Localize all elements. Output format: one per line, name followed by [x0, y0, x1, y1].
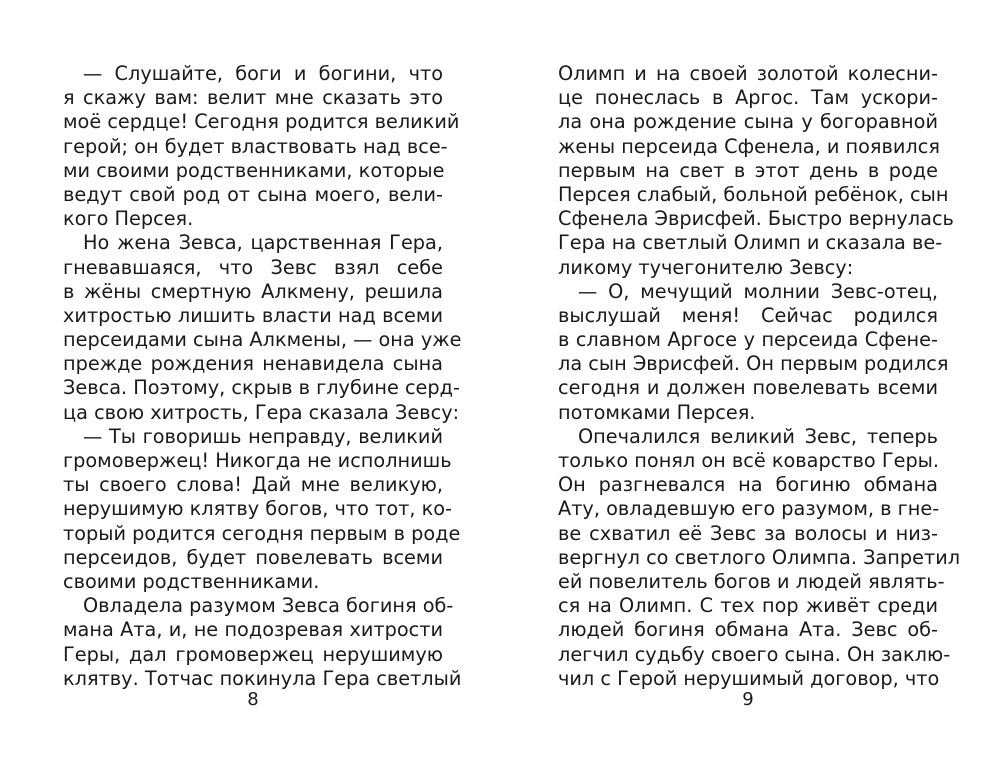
text-line: людей богиня обмана Ата. Зевс об-: [558, 618, 938, 642]
left-page-text: [63, 62, 462, 691]
text-line: ла она рождение сына у богоравной: [558, 110, 938, 134]
text-line: сегодня и должен повелевать всеми: [558, 376, 938, 400]
text-line: вергнул со светлого Олимпа. Запретил: [558, 545, 961, 569]
text-line: хитростью лишить власти над всеми: [63, 303, 443, 327]
text-line: потомками Персея.: [558, 400, 756, 424]
text-line: в жёны смертную Алкмену, решила: [63, 279, 443, 303]
text-line: — Слушайте, боги и богини, что: [83, 62, 443, 85]
text-line: це понеслась в Аргос. Там ускори-: [558, 86, 938, 110]
text-line: кого Персея.: [63, 207, 194, 231]
text-line: моё сердце! Сегодня родится великий: [63, 110, 460, 134]
text-line: жены персеида Сфенела, и появился: [558, 134, 940, 158]
text-line: только понял он всё коварство Геры.: [558, 449, 940, 472]
text-line: Ату, овладевшую его разумом, в гне-: [558, 497, 940, 521]
text-line: Он разгневался на богиню обмана: [558, 473, 938, 497]
text-line: выслушай меня! Сейчас родился: [558, 303, 938, 327]
text-line: ла сын Эврисфей. Он первым родился: [558, 352, 949, 376]
text-line: — О, мечущий молнии Зевс-отец,: [578, 279, 938, 303]
text-line: чил с Герой нерушимый договор, что: [558, 666, 940, 690]
text-line: — Ты говоришь неправду, великий: [83, 424, 443, 448]
right-page: [558, 62, 961, 722]
text-line: герой; он будет властвовать над все-: [63, 134, 448, 158]
text-line: Персея слабый, больной ребёнок, сын: [558, 182, 949, 206]
text-line: я скажу вам: велит мне сказать это: [63, 86, 443, 110]
text-line: ми своими родственниками, которые: [63, 158, 445, 182]
text-line: Зевса. Поэтому, скрыв в глубине серд-: [63, 376, 460, 400]
text-line: Гера на светлый Олимп и сказала ве-: [558, 231, 943, 255]
text-line: персеидами сына Алкмены, — она уже: [63, 328, 462, 352]
text-line: гневавшаяся, что Зевс взял себе: [63, 255, 443, 279]
right-page-text: [558, 62, 961, 691]
text-line: первым на свет в этот день в роде: [558, 158, 938, 182]
text-line: ей повелитель богов и людей являть-: [558, 569, 945, 593]
text-line: Овладела разумом Зевса богиня об-: [83, 594, 454, 618]
text-line: в славном Аргосе у персеида Сфене-: [558, 328, 938, 352]
text-line: ты своего слова! Дай мне великую,: [63, 473, 443, 497]
text-line: клятву. Тотчас покинула Гера светлый: [63, 666, 462, 690]
text-line: Опечалился великий Зевс, теперь: [578, 424, 938, 448]
text-line: ликому тучегонителю Зевсу:: [558, 255, 854, 279]
text-line: нерушимую клятву богов, что тот, ко-: [63, 497, 453, 521]
text-line: Сфенела Эврисфей. Быстро вернулась: [558, 207, 954, 231]
left-page: [63, 62, 462, 722]
text-line: ца свою хитрость, Гера сказала Зевсу:: [63, 400, 460, 424]
page-number: 9: [742, 689, 754, 710]
text-line: легчил судьбу своего сына. Он заклю-: [558, 642, 951, 666]
text-line: ве схватил её Зевс за волосы и низ-: [558, 521, 938, 545]
text-line: торый родится сегодня первым в роде: [63, 521, 461, 545]
text-line: персеидов, будет повелевать всеми: [63, 545, 443, 569]
text-line: Геры, дал громовержец нерушимую: [63, 642, 443, 666]
text-line: ся на Олимп. С тех пор живёт среди: [558, 594, 938, 618]
text-line: своими родственниками.: [63, 569, 320, 593]
text-line: Но жена Зевса, царственная Гера,: [83, 231, 443, 255]
text-line: громовержец! Никогда не исполнишь: [63, 449, 452, 472]
text-line: мана Ата, и, не подозревая хитрости: [63, 618, 443, 642]
page-number: 8: [247, 689, 259, 710]
text-line: Олимп и на своей золотой колесни-: [558, 62, 938, 85]
text-line: ведут свой род от сына моего, вели-: [63, 182, 443, 206]
text-line: прежде рождения ненавидела сына: [63, 352, 443, 376]
